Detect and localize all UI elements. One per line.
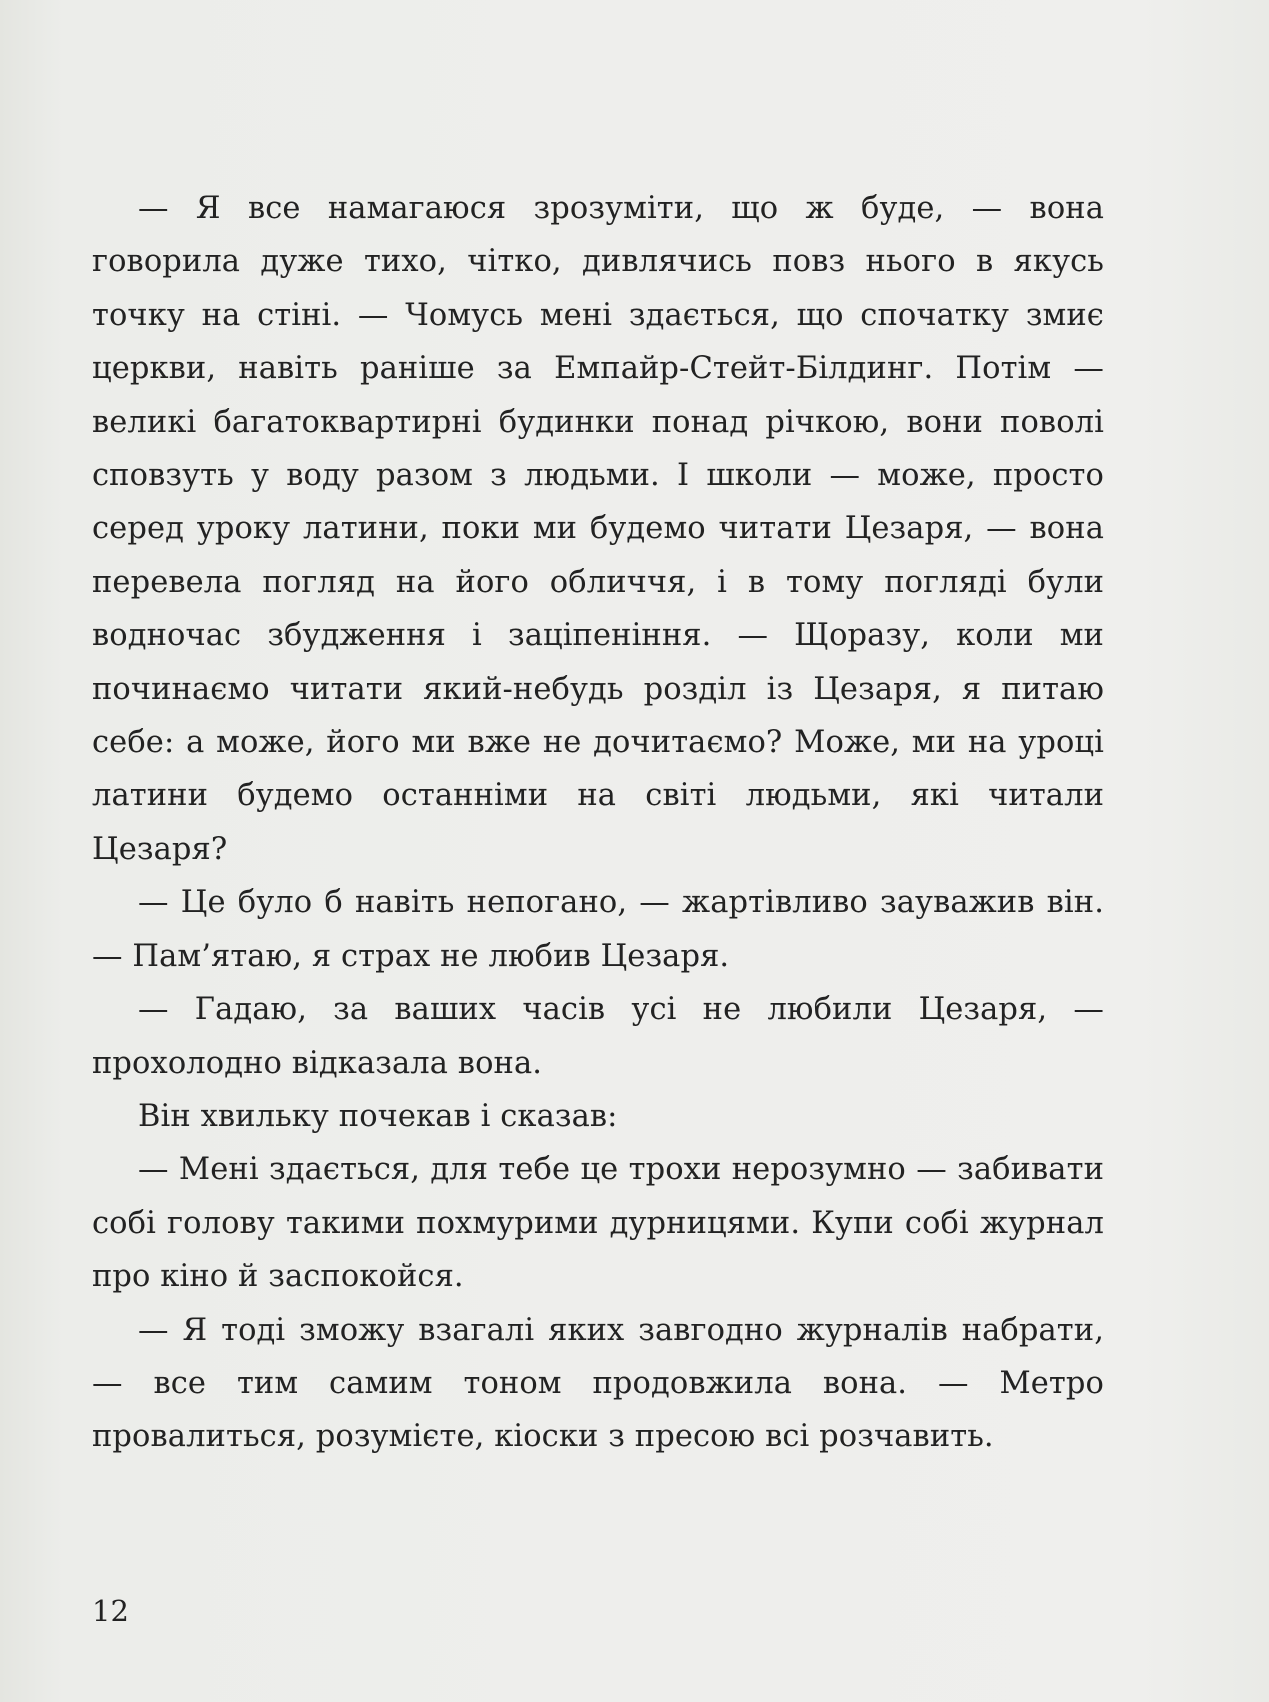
paragraph-4: Він хвильку почекав і сказав: [138, 1098, 618, 1134]
paragraph-2: — Це було б навіть непогано, — жартівливо зауважив він. — Пам’ятаю, я страх не любив Цезаря. [92, 885, 1104, 974]
page-number: 12 [92, 1594, 129, 1628]
paragraph-5: — Мені здається, для тебе це трохи нерозумно — забивати собі голову такими похмурими дурницями. Купи собі журнал про кіно й заспокойся. [92, 1152, 1104, 1295]
paragraph-6: — Я тоді зможу взагалі яких завгодно журналів набрати, — все тим самим тоном продовжила вона. — Метро провалиться, розумієте, кіоски з пресою всі розчавить. [92, 1312, 1104, 1455]
paragraph-1: — Я все намагаюся зрозуміти, що ж буде, — вона говорила дуже тихо, чітко, дивлячись повз нього в якусь точку на стіні. — Чомусь мені здається, що спочатку змиє церкви, навіть раніше за Емпайр-Стейт-Білдинг. Потім — великі багатоквартирні будинки понад річкою, вони поволі сповзуть у воду разом з людьми. І школи — може, просто серед уроку латини, поки ми будемо читати Цезаря, — вона перевела погляд на його обличчя, і в тому погляді були водночас збудження і заціпеніння. — Щоразу, коли ми починаємо читати який-небудь розділ із Цезаря, я питаю себе: а може, його ми вже не дочитаємо? Може, ми на уроці латини будемо останніми на світі людьми, які читали Цезаря? [92, 191, 1104, 867]
paragraph-3: — Гадаю, за ваших часів усі не любили Цезаря, — прохолодно відказала вона. [92, 992, 1104, 1081]
page-body-text [92, 182, 1104, 1464]
